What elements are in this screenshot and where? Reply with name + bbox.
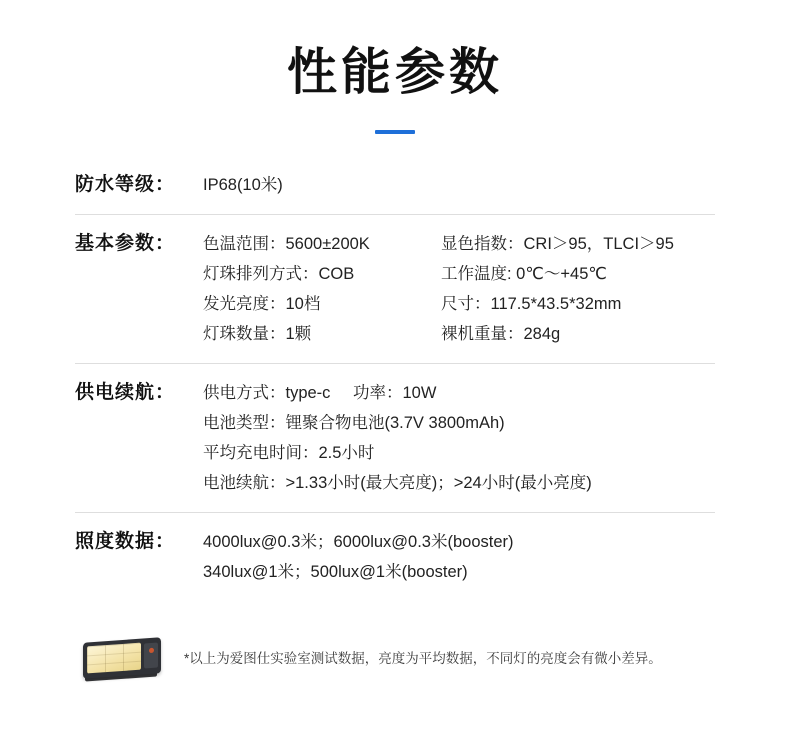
- basic-right-column: [441, 229, 715, 349]
- product-body: [83, 637, 161, 678]
- power-supply-type: 供电方式：type-c: [203, 384, 331, 402]
- page-title: 性能参数: [287, 44, 503, 100]
- power-label: 供电续航：: [75, 382, 176, 403]
- illuminance-item: 340lux@1米；500lux@1米(booster): [203, 563, 468, 581]
- waterproof-label: 防水等级：: [75, 174, 176, 195]
- spec-row-basic: [75, 215, 715, 364]
- power-supply-line: [203, 378, 715, 408]
- power-item: 电池类型：锂聚合物电池(3.7V 3800mAh): [203, 414, 505, 432]
- illuminance-item: 4000lux@0.3米；6000lux@0.3米(booster): [203, 533, 514, 551]
- basic-left-item: 色温范围：5600±200K: [203, 235, 370, 253]
- spec-row-waterproof: [75, 156, 715, 215]
- power-item: 电池续航：>1.33小时(最大亮度)；>24小时(最小亮度): [203, 474, 592, 492]
- product-led-grid: [87, 643, 141, 674]
- power-item: 平均充电时间：2.5小时: [203, 444, 375, 462]
- basic-left-column: [203, 229, 441, 349]
- basic-right-item: 裸机重量：284g: [441, 325, 561, 343]
- basic-left-item: 发光亮度：10档: [203, 295, 321, 313]
- spec-table: [75, 134, 715, 601]
- spec-row-illuminance: [75, 513, 715, 601]
- product-led-panel: [87, 643, 141, 674]
- waterproof-value: IP68(10米): [203, 176, 283, 194]
- basic-left-item: 灯珠排列方式：COB: [203, 265, 355, 283]
- illuminance-label: 照度数据：: [75, 531, 176, 552]
- power-wattage: 功率：10W: [353, 384, 437, 402]
- product-side-panel: [144, 642, 158, 668]
- footnote-text: *以上为爱图仕实验室测试数据，亮度为平均数据，不同灯的亮度会有微小差异。: [184, 650, 662, 666]
- basic-label: 基本参数：: [75, 233, 176, 254]
- basic-left-item: 灯珠数量：1颗: [203, 325, 312, 343]
- spec-row-power: [75, 364, 715, 513]
- footnote-section: [75, 630, 725, 688]
- basic-right-item: 显色指数：CRI＞95，TLCI＞95: [441, 235, 674, 253]
- basic-right-item: 尺寸：117.5*43.5*32mm: [441, 295, 622, 313]
- product-light-image: [75, 630, 170, 688]
- basic-columns: [203, 229, 715, 349]
- basic-right-item: 工作温度: 0℃～+45℃: [441, 265, 607, 283]
